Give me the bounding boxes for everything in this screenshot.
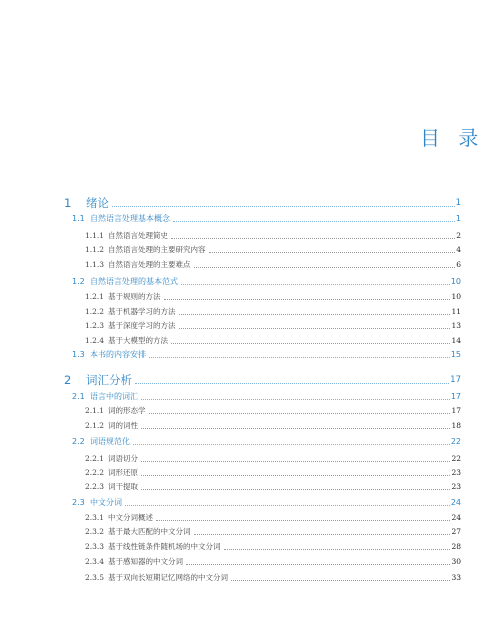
toc-title: 自然语言处理简史: [108, 231, 168, 240]
toc-leader-dots: [179, 314, 451, 315]
toc-number: 2.3.2: [85, 527, 105, 536]
toc-section-row[interactable]: [72, 497, 461, 508]
toc-leader-dots: [135, 383, 449, 384]
toc-title: 词的词性: [108, 421, 138, 430]
toc-page-number: 1: [455, 214, 461, 223]
toc-title: 语言中的词汇: [90, 392, 138, 401]
toc-leader-dots: [156, 520, 450, 521]
toc-leader-dots: [194, 534, 451, 535]
toc-title: 基于深度学习的方法: [108, 321, 176, 330]
toc-leader-dots: [209, 252, 456, 253]
toc-leader-dots: [179, 328, 451, 329]
toc-title: 基于线性链条件随机场的中文分词: [108, 542, 221, 551]
toc-subsection-row[interactable]: [85, 481, 461, 492]
toc-page-number: 17: [451, 406, 461, 415]
toc-number: 1: [64, 196, 72, 210]
toc-number: 1.1.3: [85, 260, 105, 269]
toc-leader-dots: [231, 580, 450, 581]
toc-page-number: 17: [450, 375, 461, 385]
toc-page-number: 6: [456, 260, 461, 269]
toc-number: 2.2.2: [85, 468, 105, 477]
toc-leader-dots: [141, 475, 450, 476]
toc-title: 词的形态学: [108, 406, 146, 415]
toc-section-row[interactable]: [72, 213, 461, 224]
toc-section-row[interactable]: [72, 276, 461, 287]
toc-leader-dots: [133, 444, 450, 445]
toc-title: 中文分词概述: [108, 513, 153, 522]
toc-page-number: 13: [451, 321, 461, 330]
toc-number: 2.1.1: [85, 406, 105, 415]
toc-number: 2.2.1: [85, 454, 105, 463]
toc-page-number: 14: [451, 336, 461, 345]
toc-title: 词语规范化: [90, 437, 130, 446]
toc-subsection-row[interactable]: [85, 526, 461, 537]
toc-number: 1.2: [72, 277, 85, 286]
toc-leader-dots: [149, 413, 451, 414]
toc-leader-dots: [149, 357, 450, 358]
toc-subsection-row[interactable]: [85, 335, 461, 346]
toc-number: 1.1: [72, 214, 85, 223]
toc-number: 1.2.2: [85, 307, 105, 316]
toc-number: 1.3: [72, 350, 85, 359]
toc-title: 词干提取: [108, 482, 138, 491]
toc-page-number: 28: [451, 542, 461, 551]
toc-leader-dots: [171, 238, 455, 239]
toc-subsection-row[interactable]: [85, 230, 461, 241]
toc-leader-dots: [224, 549, 451, 550]
toc-title: 绪论: [86, 196, 109, 210]
toc-chapter-row[interactable]: [64, 195, 461, 211]
toc-subsection-row[interactable]: [85, 306, 461, 317]
toc-page-number: 10: [451, 292, 461, 301]
toc-page-number: 30: [451, 557, 461, 566]
toc-page-number: 17: [450, 392, 461, 401]
toc-title: 基于大模型的方法: [108, 336, 168, 345]
toc-section-row[interactable]: [72, 349, 461, 360]
toc-title: 基于最大匹配的中文分词: [108, 527, 191, 536]
toc-leader-dots: [112, 206, 455, 207]
toc-title: 基于感知器的中文分词: [108, 557, 183, 566]
toc-page-number: 2: [456, 231, 461, 240]
toc-page-number: 27: [451, 527, 461, 536]
toc-number: 2.1.2: [85, 421, 105, 430]
toc-leader-dots: [125, 505, 450, 506]
toc-page-number: 22: [451, 454, 461, 463]
toc-title: 基于机器学习的方法: [108, 307, 176, 316]
toc-title: 基于双向长短期记忆网络的中文分词: [108, 573, 228, 582]
toc-number: 2.3: [72, 498, 85, 507]
toc-subsection-row[interactable]: [85, 259, 461, 270]
toc-number: 1.2.1: [85, 292, 105, 301]
toc-page-number: 10: [450, 277, 461, 286]
toc-page-number: 22: [450, 437, 461, 446]
toc-page-number: 18: [451, 421, 461, 430]
toc-leader-dots: [164, 299, 451, 300]
toc-subsection-row[interactable]: [85, 453, 461, 464]
toc-chapter-row[interactable]: [64, 372, 461, 388]
toc-page-number: 24: [450, 498, 461, 507]
toc-subsection-row[interactable]: [85, 556, 461, 567]
toc-number: 2.2.3: [85, 482, 105, 491]
toc-subsection-row[interactable]: [85, 467, 461, 478]
toc-leader-dots: [186, 564, 450, 565]
toc-subsection-row[interactable]: [85, 572, 461, 583]
toc-title: 基于规则的方法: [108, 292, 161, 301]
toc-subsection-row[interactable]: [85, 405, 461, 416]
toc-title: 自然语言处理的基本范式: [90, 277, 178, 286]
toc-subsection-row[interactable]: [85, 420, 461, 431]
toc-number: 1.1.1: [85, 231, 105, 240]
toc-title: 词汇分析: [86, 373, 132, 387]
toc-title: 自然语言处理基本概念: [90, 214, 170, 223]
toc-number: 2.1: [72, 392, 85, 401]
toc-section-row[interactable]: [72, 391, 461, 402]
toc-leader-dots: [181, 284, 450, 285]
toc-number: 2.3.4: [85, 557, 105, 566]
toc-title: 词语切分: [108, 454, 138, 463]
toc-number: 2.2: [72, 437, 85, 446]
toc-subsection-row[interactable]: [85, 541, 461, 552]
toc-title: 本书的内容安排: [90, 350, 146, 359]
toc-page-number: 11: [451, 307, 461, 316]
toc-title: 中文分词: [90, 498, 122, 507]
toc-subsection-row[interactable]: [85, 320, 461, 331]
toc-leader-dots: [141, 461, 450, 462]
page-title: 目 录: [420, 126, 485, 150]
toc-subsection-row[interactable]: [85, 244, 461, 255]
toc-number: 2.3.3: [85, 542, 105, 551]
toc-page-number: 15: [450, 350, 461, 359]
toc-number: 2.3.1: [85, 513, 105, 522]
toc-title: 自然语言处理的主要难点: [108, 260, 191, 269]
toc-title: 词形还原: [108, 468, 138, 477]
toc-number: 2.3.5: [85, 573, 105, 582]
toc-leader-dots: [141, 399, 450, 400]
toc-subsection-row[interactable]: [85, 512, 461, 523]
toc-number: 1.1.2: [85, 245, 105, 254]
toc-leader-dots: [141, 489, 450, 490]
toc-section-row[interactable]: [72, 436, 461, 447]
toc-subsection-row[interactable]: [85, 291, 461, 302]
toc-page-number: 24: [451, 513, 461, 522]
toc-page-number: 23: [451, 482, 461, 491]
toc-page-number: 23: [451, 468, 461, 477]
toc-page-number: 33: [451, 573, 461, 582]
toc-page-number: 1: [455, 198, 461, 208]
toc-leader-dots: [173, 221, 455, 222]
toc-leader-dots: [171, 343, 450, 344]
toc-title: 自然语言处理的主要研究内容: [108, 245, 206, 254]
toc-page-number: 4: [456, 245, 461, 254]
toc-number: 1.2.4: [85, 336, 105, 345]
toc-leader-dots: [141, 428, 450, 429]
toc-leader-dots: [194, 267, 456, 268]
toc-number: 1.2.3: [85, 321, 105, 330]
toc-number: 2: [64, 373, 72, 387]
